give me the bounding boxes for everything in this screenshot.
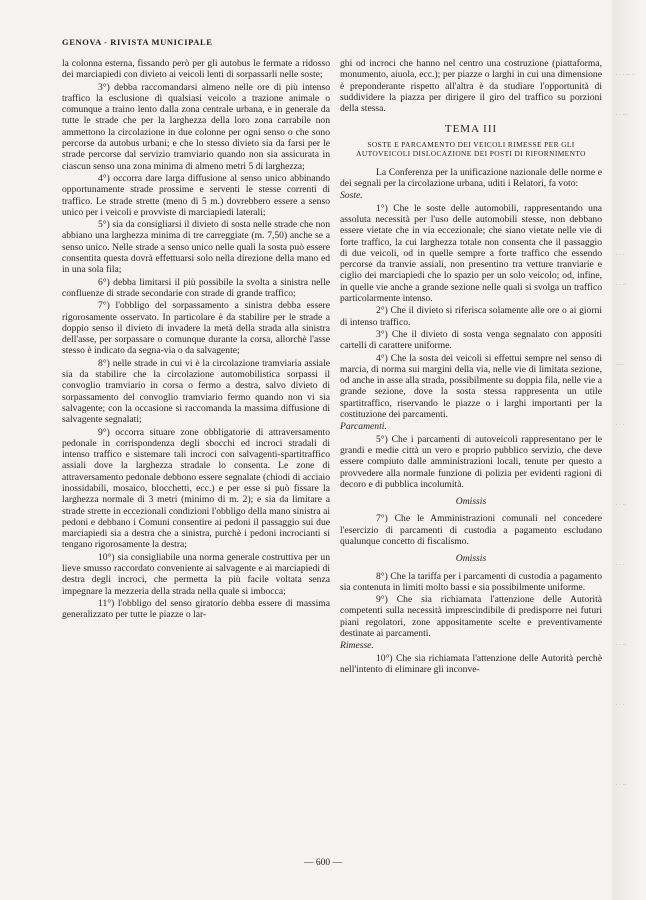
omissis-marker: Omissis [455,496,487,508]
left-column [62,58,330,621]
paragraph: 11°) l'obbligo del senso giratorio debba essere di massima generalizzato per tutte le piazze o lar- [62,597,330,621]
paragraph: La Conferenza per la unificazione nazionale delle norme e dei segnali per la circolazione urbana, uditi i Relatori, fa voto: [340,166,602,190]
subsection-label: Rimesse. [340,640,374,652]
paragraph: 4°) occorra dare larga diffusione al senso unico abbinando opportunamente strade prossime e serventi le stesse correnti di traffico. Le strade strette (meno di 5 m.) dovrebbero essere a senso unico per i veicoli e provviste di marciapiedi laterali; [62,172,330,218]
paragraph: 7°) l'obbligo del sorpassamento a sinistra debba essere rigorosamente osservato. In particolare è da stabilire per le strade a doppio senso il divieto di invadere la metà della strada alla sinistra dell'asse, per sorpassare o comunque durante la corsa, allorchè l'asse stesso è indicato da segna-via o da salvagente; [62,300,330,357]
paragraph: 2°) Che il divieto si riferisca solamente alle ore o ai giorni di intenso traffico. [340,305,602,328]
paragraph: 9°) occorra situare zone obbligatorie di attraversamento pedonale in corrispondenza degli sbocchi ed incroci stradali di intenso traffico e sistemare tali incroci con salvagenti-spartitraffico assiali dove la larghezza stradale lo consenta. Le zone di attraversamento pedonale debbono essere segnalate (chiodi di acciaio inossidabili, mosaico, blocchetti, ecc.) e per esse si può fissare la larghezza normale di 3 metri (minimo di m. 2); e sia da limitare a strade strette in eccezionali condizioni l'obbligo della mano sinistra ai pedoni e debbano i Comuni consentire ai pedoni il passaggio sui due marciapiedi sia a destra che a sinistra, purchè i pedoni incrocianti si tengano rigorosamente la destra; [62,426,330,551]
paragraph: 9°) Che sia richiamata l'attenzione delle Autorità competenti sulla necessità imprescindibile di predisporre nei futuri piani regolatori, zone appositamente scelte e preventivamente destinate ai parcamenti. [340,594,602,640]
paragraph: 6°) debba limitarsi il più possibile la svolta a sinistra nelle confluenze di strade secondarie con strade di grande traffico; [62,276,330,299]
paragraph: 10°) sia consigliabile una norma generale costruttiva per un lieve smusso raccordato conveniente ai salvagente e ai marciapiedi di destra degli incroci, che permetta la più facile voltata senza impegnare la mezzeria della strada nella quale si imbocca; [62,551,330,597]
running-header: GENOVA - RIVISTA MUNICIPALE [62,37,213,47]
paragraph: 3°) debba raccomandarsi almeno nelle ore di più intenso traffico la esclusione di qualsiasi veicolo a trazione animale o comunque a traino lento dalla zona centrale urbana, e in generale da tutte le strade che per la larghezza della loro zona carrabile non ammettono la circolazione in due colonne per ogni senso o che sono percorse da autobus urbani; e che lo stesso divieto sia da farsi per le strade percorse dal servizio tramviario quando non sia assicurata in ciascun senso una zona minima di almeno metri 5 di larghezza; [62,81,330,172]
omissis-marker: Omissis [455,553,487,565]
page-number: — 600 — [304,858,342,868]
paragraph: ghi od incroci che hanno nel centro una costruzione (piattaforma, monumento, aiuola, ecc.); per piazze o larghi in cui una dimensione è preponderante rispetto all'altra è da studiare l'opportunità di suddividere la piazza per dirigere il giro del traffico su porzioni della stessa. [340,58,602,115]
paragraph: 5°) sia da consigliarsi il divieto di sosta nelle strade che non abbiano una larghezza minima di tre carreggiate (m. 7,50) anche se a senso unico. Nelle strade a senso unico nelle quali la sosta può essere consentita questa dovrà effettuarsi solo nella direzione della mano ed in una sola fila; [62,219,330,276]
paragraph: 7°) Che le Amministrazioni comunali nel concedere l'esercizio di parcamenti di custodia a pagamento escludano qualunque concetto di fiscalismo. [340,513,602,547]
subsection-label: Soste. [340,190,363,202]
paragraph: 4°) Che la sosta dei veicoli si effettui sempre nel senso di marcia, di norma sui margini della via, nelle vie di limitata sezione, od anche in asse alla strada, possibilmente su doppia fila, nelle vie a grande sezione, dove la sosta stessa rappresenta un utile spartitraffico, riservando le piazze o i larghi importanti per la costituzione dei parcamenti. [340,352,602,421]
paragraph: 1°) Che le soste delle automobili, rappresentando una assoluta necessità per l'uso delle automobili stesse, non debbano essere vietate che in via eccezionale; che siano vietate nelle vie di forte traffico, la cui larghezza totale non consenta che il passaggio di due veicoli, od in quelle sempre a forte traffico che essendo percorse da tranvie assiali, non presentino tra vetture tranviarie e ciglio dei marciapiedi che lo spazio per un solo veicolo; od, infine, in quelle vie anche a grande sezione nelle quali si svolga un traffico particolarmente intenso. [340,202,602,305]
subsection-label: Parcamenti. [340,421,387,433]
section-subtitle: SOSTE E PARCAMENTO DEI VEICOLI RIMESSE PER GLI AUTOVEICOLI DISLOCAZIONE DEI POSTI DI RIFORNIMENTO [356,139,586,159]
section-heading: TEMA III [444,123,498,136]
right-column [340,58,602,675]
paragraph: 8°) nelle strade in cui vi è la circolazione tramviaria assiale sia da stabilire che la circolazione automobilistica sorpassi il convoglio tramviario in corsa o fermo a destra, salvo divieto di sorpassamento del convoglio tramviario fermo quando non vi sia salvagente; con la occasione si raccomanda la massima diffusione di salvagente segnalati; [62,357,330,426]
paragraph: 5°) Che i parcamenti di autoveicoli rappresentano per le grandi e medie città un vero e proprio pubblico servizio, che deve essere compiuto dalle amministrazioni locali, tenute per questo a provvedere alla normale funzione di polizia per evidenti ragioni di decoro e di pubblica incolumità. [340,433,602,490]
paragraph: 8°) Che la tariffa per i parcamenti di custodia a pagamento sia contenuta in limiti molto bassi e sia possibilmente uniforme. [340,570,602,593]
paragraph: la colonna esterna, fissando però per gli autobus le fermate a ridosso dei marciapiedi con divieto ai veicoli lenti di sorpassarli nelle soste; [62,58,330,81]
paragraph: 10°) Che sia richiamata l'attenzione delle Autorità perchè nell'intento di eliminare gli inconve- [340,652,602,675]
paragraph: 3°) Che il divieto di sosta venga segnalato con appositi cartelli di carattere uniforme. [340,328,602,352]
facing-page-bleed: . . . ... . . . ... . . . . . .. ..... . . . . . .. . . . . . .. . . . . . .. [612,0,646,900]
